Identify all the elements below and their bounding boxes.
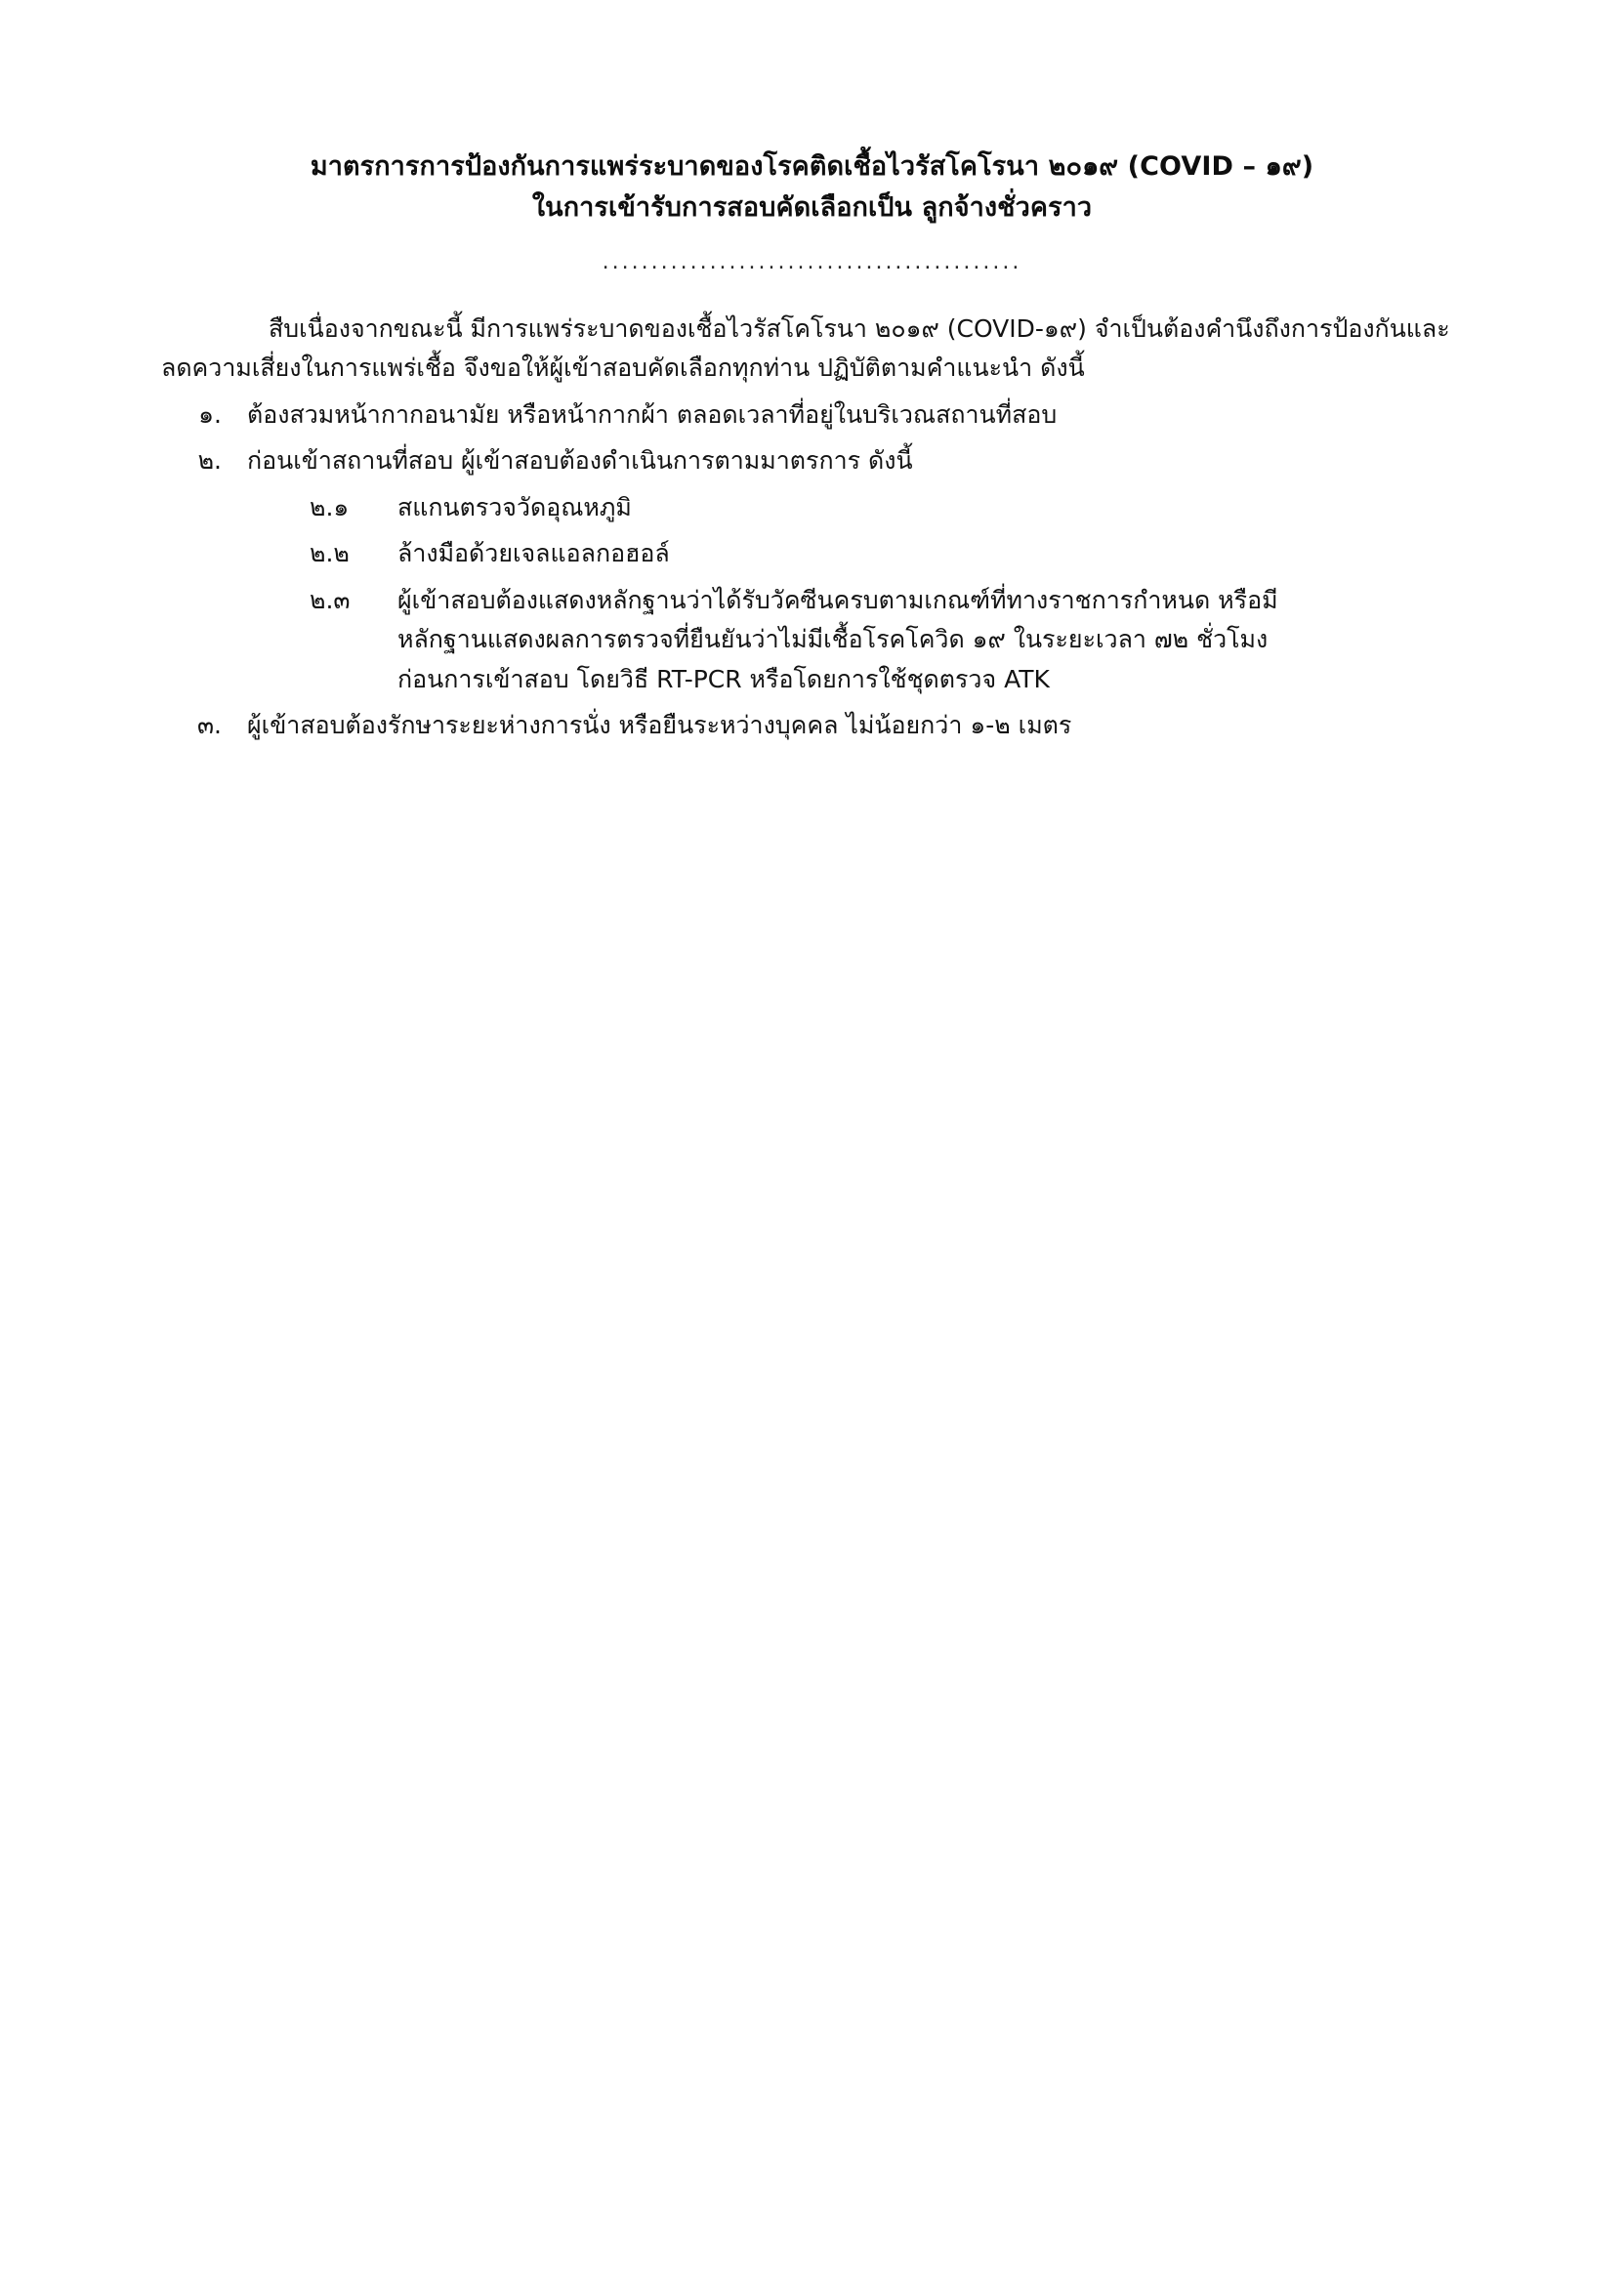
- list-text: ก่อนเข้าสถานที่สอบ ผู้เข้าสอบต้องดำเนินการตามมาตรการ ดังนี้: [247, 446, 913, 476]
- list-text: ต้องสวมหน้ากากอนามัย หรือหน้ากากผ้า ตลอดเวลาที่อยู่ในบริเวณสถานที่สอบ: [247, 399, 1058, 429]
- measures-list: [161, 395, 1463, 746]
- list-item: [161, 395, 1463, 436]
- list-text: ผู้เข้าสอบต้องรักษาระยะห่างการนั่ง หรือยืนระหว่างบุคคล ไม่น้อยกว่า ๑-๒ เมตร: [247, 711, 1072, 740]
- sub-list-marker: ๒.๒: [310, 539, 350, 568]
- intro-paragraph: สืบเนื่องจากขณะนี้ มีการแพร่ระบาดของเชื้อไวรัสโคโรนา ๒๐๑๙ (COVID-๑๙) จำเป็นต้องคำนึงถึงการป้องกันและลดความเสี่ยงในการแพร่เชื้อ จึงขอให้ผู้เข้าสอบคัดเลือกทุกท่าน ปฏิบัติตามคำแนะนำ ดังนี้: [161, 313, 1450, 383]
- list-marker: ๓.: [196, 711, 222, 740]
- title-line-1: มาตรการการป้องกันการแพร่ระบาดของโรคติดเชื้อไวรัสโคโรนา ๒๐๑๙ (COVID – ๑๙): [310, 151, 1314, 182]
- list-marker: ๒.: [197, 446, 222, 476]
- sub-list-line: ผู้เข้าสอบต้องแสดงหลักฐานว่าได้รับวัคซีนครบตามเกณฑ์ที่ทางราชการกำหนด หรือมี: [397, 585, 1278, 614]
- sub-list-text: [397, 488, 1463, 528]
- sub-list-item: [310, 581, 1463, 700]
- sub-list-text: [397, 534, 1463, 574]
- page-title: [161, 146, 1463, 229]
- document-body: [161, 310, 1463, 746]
- sub-list-line: ก่อนการเข้าสอบ โดยวิธี RT-PCR หรือโดยการใช้ชุดตรวจ ATK: [397, 664, 1050, 693]
- list-marker: ๑.: [198, 399, 222, 429]
- title-divider: ...........................................: [602, 249, 1022, 274]
- sub-list-item: [310, 534, 1463, 574]
- sub-list-marker: ๒.๑: [310, 492, 350, 521]
- list-text-and-sublist: [247, 441, 1463, 699]
- sublist-wrapper: [247, 488, 1463, 700]
- title-line-2: ในการเข้ารับการสอบคัดเลือกเป็น ลูกจ้างชั่วคราว: [531, 191, 1093, 223]
- sub-list-item: [310, 488, 1463, 528]
- sub-list-marker: ๒.๓: [310, 585, 351, 614]
- sub-list-text: [397, 581, 1463, 700]
- sub-list-line: สแกนตรวจวัดอุณหภูมิ: [397, 492, 632, 521]
- list-item: [161, 441, 1463, 699]
- sub-list-line: หลักฐานแสดงผลการตรวจที่ยืนยันว่าไม่มีเชื้อโรคโควิด ๑๙ ในระยะเวลา ๗๒ ชั่วโมง: [397, 625, 1269, 654]
- sub-measures-list: [310, 488, 1463, 700]
- sub-list-line: ล้างมือด้วยเจลแอลกอฮอล์: [397, 539, 670, 568]
- list-item: [161, 706, 1463, 746]
